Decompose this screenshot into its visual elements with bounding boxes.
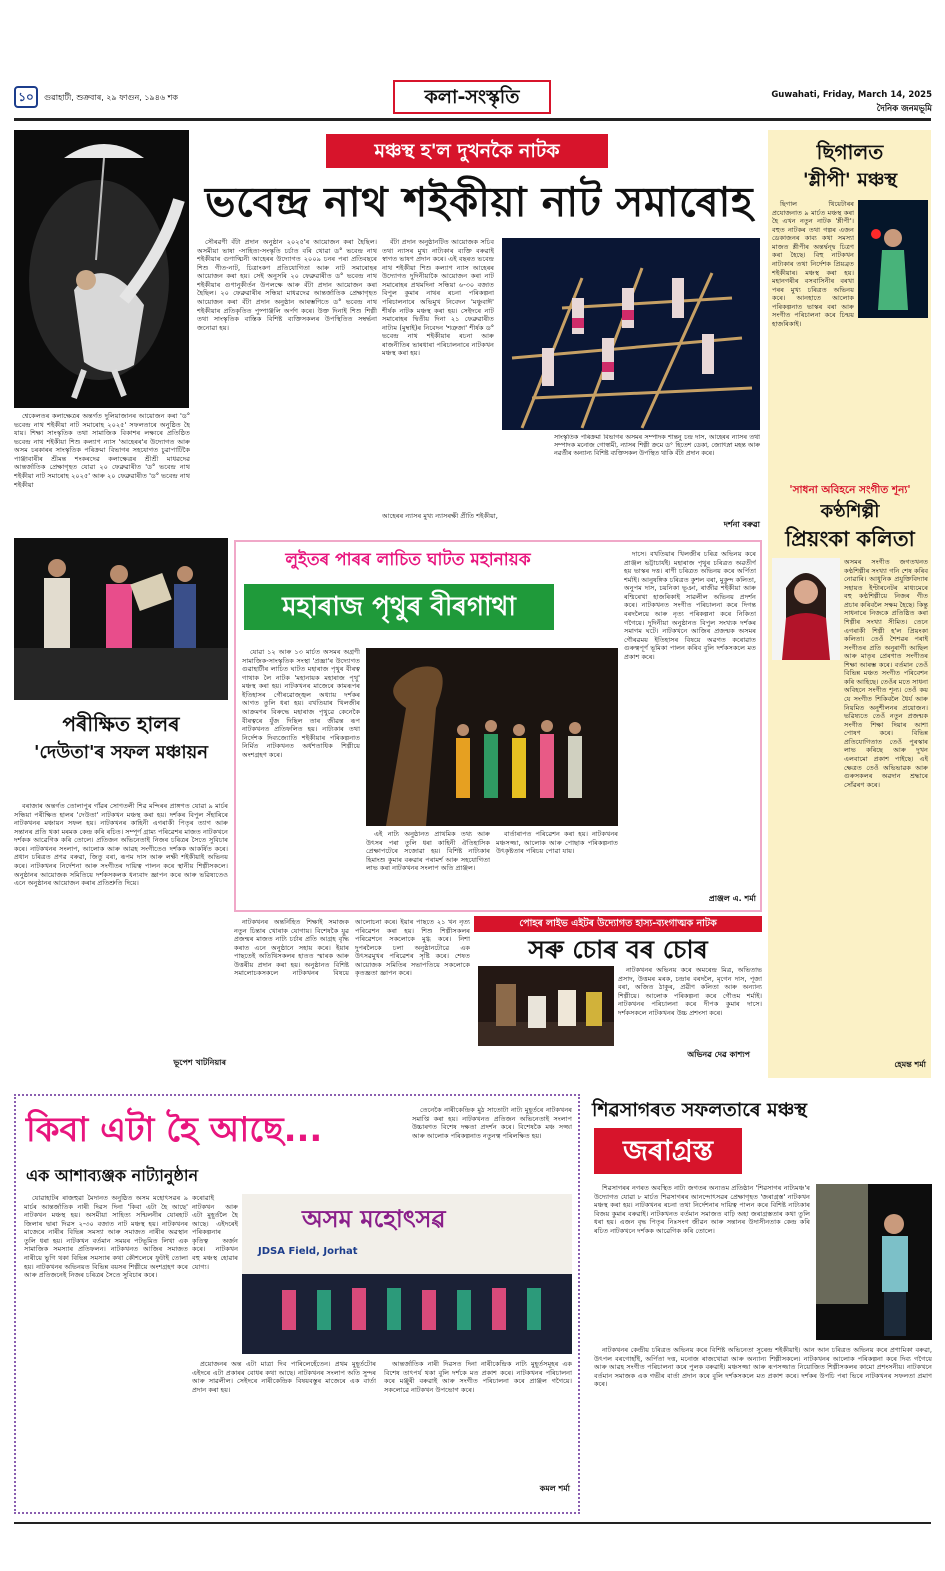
mid-article-body (234, 918, 470, 1068)
lead-body-right-text: বঁটা প্ৰদান অনুষ্ঠানটিত আয়োজক সচিব তথা ন্যাসৰ মুখ্য নাট্যকাৰ ব্যক্তি বৰুৱাই স্বাগত ভাষণ প্ৰদান কৰে। এই বছৰত ভবেন্দ্ৰ নাথ শইকীয়া শিশু কল্যাণ ন্যাস আহেৰৰ উদ্যোগত দুদিনীয়াকৈ আয়োজন কৰা নাট সমাৰোহৰ প্ৰথমদিনা সন্ধিয়া ৬-৩০ বজাত বিপুল কুমাৰ নাথৰ ৰচনা পৰিকল্পনা পৰিচালনাৰে অভিমুখ নিবেদন 'মঞ্চুবাঈ' শীৰ্ষক নাটক মঞ্চস্থ কৰা হয়। সেইদৰে নাট সমাৰোহৰ দ্বিতীয় দিনা ২১ ফেব্ৰুৱাৰীত নাট্যম (মুম্বাই)ৰ নিবেদন 'শত্ৰুজা' শীৰ্ষক ড° ভবেন্দ্ৰ নাথ শইকীয়াৰ ৰচনা আৰু ৰাজনীতিৰ ভাৰধাৰা পৰিচালনাৰে নাটকখন মঞ্চস্থ কৰা হয়। (382, 238, 494, 358)
banner-sub: JDSA Field, Jorhat (258, 1246, 358, 1257)
lead-caption: সাংস্কৃতিক পৰিক্ৰমা বিভাগৰ অসমৰ সম্পাদক শান্তনু চন্দ্ৰ দাস, আহেৰৰ ন্যাসৰ তথা সম্পাদক মনোজ গোস্বামী, ন্যাসৰ শিল্পী ক্ৰমে ড° হিতেশ ডেকা, জ্যোৎস্না মহন্ত আৰু নৱৰ্তীৰ অন্যান্য বিশিষ্ট ব্যক্তিসকল উপস্থিত থাকি বঁটা প্ৰদান কৰে। (554, 434, 760, 458)
paper-name: দৈনিক জনমভূমি (876, 104, 932, 114)
deuta-headline-2: 'দেউতা'ৰ সফল মঞ্চায়ন (34, 742, 208, 763)
prithu-kicker: লুইতৰ পাৰৰ লাচিত ঘাটত মহানায়ক (285, 550, 531, 570)
bamboo-stage-photo (502, 238, 760, 430)
sivasagar-body-2 (594, 1346, 932, 1514)
prithu-headline: মহাৰাজ পৃথুৰ বীৰগাথা (244, 584, 554, 630)
deuta-headline-1: পৰীক্ষিত হালৰ (62, 712, 180, 736)
assam-mahotsav-stage-photo (242, 1194, 572, 1354)
chor-headline: সৰু চোৰ বৰ চোৰ (528, 935, 708, 964)
kiba-body-right-text: আন্তৰ্জাতিক নাৰী দিৱসত দিনা নাৰীকেন্দ্ৰিক নাট্য মুহূৰ্তসমূহৰ এক বিশেষ তাৎপৰ্য থকা বুলি দৰ্শকে মত প্ৰকাশ কৰে। নাটকখনৰ পৰিচালনা কৰে মঞ্জুৰী বৰুৱাই আৰু সংগীত পৰিচালনা কৰে প্ৰাঞ্জল গগৈয়ে। সকলোৱে নাটকখন উপভোগ কৰে। (384, 1360, 572, 1394)
jaragrasta-actor-photo (816, 1184, 932, 1340)
lead-body-left-text: শ্বেকেলতৰ কলাক্ষেত্ৰৰ অন্তৰ্গত দুলিয়াজানৰ আয়োজন কৰা 'ড° ভবেন্দ্ৰ নাথ শইকীয়া নাট সমাৰোহ ২০২৫' সফলতাৰে অনুষ্ঠিত হৈ যায়। শিক্ষা সাংস্কৃতিক তথা সামাজিক বিকাশৰ লক্ষ্যৰে প্ৰতিষ্ঠিত ভবেন্দ্ৰ নাথ শইকীয়া শিশু কল্যাণ ন্যাস 'আহেৰৰ'ৰ উদ্যোগত আৰু অসম চৰকাৰৰ সাংস্কৃতিক পৰিক্ৰমা বিভাগৰ সহযোগত চুৱাপাটিকৈ পাঞ্জাবাৰীৰ শ্ৰীমন্ত শংকৰদেৱ কলাক্ষেত্ৰৰ শ্ৰীশ্ৰী মাধৱদেৱ আন্তৰ্জাতিক প্ৰেক্ষাগৃহত যোৱা ২০ ফেব্ৰুৱাৰীত 'ড° ভবেন্দ্ৰ নাথ শইকীয়া নাট সমাৰোহ ২০২৫' আৰু ২০ ফেব্ৰুৱাৰীত 'ড° ভবেন্দ্ৰ নাথ শইকীয়া (14, 412, 190, 489)
sidebar-headline-1: ছিগালত (816, 140, 884, 164)
lead-headline: ভবেন্দ্ৰ নাথ শইকীয়া নাট সমাৰোহ (205, 178, 753, 226)
sidebar-headline-2: 'শ্লীপী' মঞ্চস্থ (802, 169, 898, 191)
kiba-body-narrow (192, 1194, 238, 1354)
masthead-rule (14, 118, 931, 121)
deuta-body-text: বৰাজাৰ অন্তৰ্গত তোলাপুৰ গাঁৱৰ সোণতলী শিৱ মন্দিৰৰ প্ৰাঙ্গণত যোৱা ৯ মাৰ্চৰ সন্ধিয়া পৰীক্ষিত হালৰ 'দেউতা' নাটকখন মঞ্চস্থ কৰা হয়। দৰ্শকৰ বিপুল সঁহাৰিৰে নাটকখনৰ মঞ্চায়ন সফল হয়। নাটকখনৰ কাহিনী এগৰাকী পিতৃৰ ত্যাগ আৰু সন্তানৰ প্ৰতি থকা মৰমক কেন্দ্ৰ কৰি ৰচিত। সম্পূৰ্ণ গ্ৰাম্য পৰিৱেশৰ মাজত নাটকখনে দৰ্শকক আৱেগিক কৰি তোলে। প্ৰতিজন অভিনেতাই নিজৰ চৰিত্ৰৰ সৈতে সুবিচাৰ কৰে। নাটকখনৰ সংলাপ, আলোক আৰু আৱহ সংগীতেও দৰ্শকক আকৰ্ষিত কৰে। প্ৰধান চৰিত্ৰত প্ৰণৱ বৰুৱা, জিতু বৰা, ৰূপম দাস আৰু লক্ষী শইকীয়াই অভিনয় কৰে। নাটকখনৰ নিৰ্দেশনা আৰু সংগীতৰ দায়িত্ব পালন কৰে স্থানীয় শিল্পীসকলে। অনুষ্ঠানৰ আয়োজক সমিতিয়ে দৰ্শকসকলক ধন্যবাদ জ্ঞাপন কৰে আৰু ভৱিষ্যতেও এনে অনুষ্ঠানৰ আয়োজন কৰাৰ প্ৰতিশ্ৰুতি দিয়ে। (14, 802, 228, 888)
chor-byline: অভিনৱ দেৱ কাশ্যপ (687, 1050, 750, 1059)
prithu-body-1-text: যোৱা ১২ আৰু ১৩ মাৰ্চত অসমৰ অগ্ৰণী সামাজিক-সাংস্কৃতিক সংস্থা 'প্ৰজ্ঞা'ৰ উদ্যোগত গুৱাহাটীৰ লাচিত ঘাটত মহাৰাজ পৃথুৰ বীৰত্ব গাথাক লৈ নাটক 'মহানায়ক মহাৰাজ পৃথু' মঞ্চস্থ কৰা হয়। নাটকখনৰ মাজেৰে কামৰূপৰ ইতিহাসৰ গৌৰৱোজ্জ্বল অধ্যায় দৰ্শকৰ আগত তুলি ধৰা হয়। বখতিয়াৰ খিলজীৰ আক্ৰমণৰ বিৰুদ্ধে মহাৰাজ পৃথুৱে কেনেকৈ বীৰত্বৰে যুঁজ দিছিল তাৰ জীৱন্ত ৰূপ নাটকখনত প্ৰতিফলিত হয়। নাট্যকাৰ তথা নিৰ্দেশক দিব্যজ্যোতি শইকীয়াৰ পৰিকল্পনাত নিৰ্মিত নাটকখনত অৰ্ধশতাধিক শিল্পীয়ে অংশগ্ৰহণ কৰে। (242, 648, 360, 759)
kiba-byline: কমল শৰ্মা (539, 1484, 570, 1493)
banner-text: অসম মহোৎসৱ (302, 1205, 446, 1233)
mid-article-body-text: নাটকখনৰ অন্তৰ্নিহিত শিক্ষাই সমাজক নতুন চিন্তাৰ খোৰাক যোগায়। বিশেষকৈ যুৱ প্ৰজন্মৰ মাজত নাট্য চৰ্চাৰ প্ৰতি আগ্ৰহ বৃদ্ধি কৰাত এনে অনুষ্ঠানে সহায় কৰে। ইয়াৰ পাছতেই অতিথিসকলৰ হাতত স্মাৰক আৰু উত্তৰীয় প্ৰদান কৰা হয়। অনুষ্ঠানত বিশিষ্ট সমালোচকসকলে নাটকখনৰ বিষয়ে আলোচনা কৰে। ইয়াৰ পাছতে ২১ খন নৃত্য পৰিৱেশন কৰা হয়। শিশু শিল্পীসকলৰ পৰিৱেশনে সকলোকে মুগ্ধ কৰে। নিশা দুপৰলৈকে চলা অনুষ্ঠানটোৱে এক উৎসৱমুখৰ পৰিৱেশৰ সৃষ্টি কৰে। শেষত আয়োজক সমিতিৰ সভাপতিয়ে সকলোকে কৃতজ্ঞতা জ্ঞাপন কৰে। (234, 918, 470, 978)
profile-role: কণ্ঠশিল্পী (820, 501, 880, 522)
spotlight-actor-photo (858, 200, 928, 318)
deuta-byline: ভূপেশ খাটনিয়াৰ (173, 1058, 226, 1067)
lead-byline: দৰ্শনা বৰুৱা (723, 520, 760, 529)
sidebar-byline: হেমন্ত শৰ্মা (894, 1060, 926, 1069)
prithu-body-3 (496, 830, 618, 888)
kiba-body-right (384, 1360, 572, 1470)
page-number: ১০ (14, 86, 38, 108)
chor-kicker: পোহৰ লাইভ এইটৰ উদ্যোগত হাস্য-ব্যংগাত্মক নাটক (474, 916, 762, 932)
kiba-headline: কিবা এটা হৈ আছে... (26, 1110, 323, 1150)
sidebar-body-1-text: ছিগাল থিয়েটাৰৰ প্ৰযোজনাত ৯ মাৰ্চত মঞ্চস্থ কৰা হৈ এখন নতুন নাটক 'শ্লীপী'। বহুত নাটকৰ তথা গল্পৰ এজন ডেকাজনৰ কাব্য কথা সমস্যা মাজত শ্লীপীৰ অন্তৰ্দ্বন্দ্ব চিত্ৰণ কৰা হৈছে। বিহু নাটকখন নাট্যকাৰ তথা নিৰ্দেশক প্ৰিয়ব্ৰত শইকীয়াৰ। মঞ্চস্থ কৰা হয়। মহানগৰীৰ বসবাসিনীৰ বৰখা পৰৰ মুখ্য চৰিত্ৰত অভিনয় কৰে। আনহাতে আলোক পৰিকল্পনাত ভাস্কৰ বৰা আৰু সংগীত পৰিচালনা কৰে চিন্ময় হাজৰিকাই। (772, 200, 854, 328)
prithu-body-right (624, 550, 756, 888)
lead-body-mid (197, 238, 377, 530)
date-right: Guwahati, Friday, March 14, 2025 (771, 90, 932, 100)
prithu-body-3-text: বাৰ্তাৰাপত পৰিৱেশন কৰা হয়। নাটকখনৰ মঞ্চসজ্জা, আলোক আৰু পোছাক পৰিকল্পনাত উৎকৃষ্টতাৰ পৰিচয় পোৱা যায়। (496, 830, 618, 856)
lead-bottom-note: আহেৰৰ ন্যাসৰ মুখ্য ন্যাসৰক্ষী প্ৰীতি শইকীয়া, (382, 512, 498, 520)
sivasagar-kicker: শিৱসাগৰত সফলতাৰে মঞ্চস্থ (592, 1099, 807, 1121)
sidebar-body-2 (772, 558, 928, 1054)
kiba-body-top-text: তেনেকৈ নাৰীকেন্দ্ৰিক মুঠ সাতোটা নাট্য মুহূৰ্তৰে নাটকখনৰ সমাপ্তি কৰা হয়। নাটকখনত প্ৰতিজন অভিনেতাই সংলাপ উচ্চাৰণত বিশেষ দক্ষতা প্ৰদৰ্শন কৰে। বিশেষকৈ মঞ্চ সজ্জা আৰু আলোক পৰিকল্পনাত নতুনত্ব পৰিলক্ষিত হয়। (412, 1106, 572, 1140)
sivasagar-headline: জৰাগ্ৰস্ত (594, 1128, 742, 1174)
sidebar-body-1 (772, 200, 854, 450)
deuta-stage-photo (14, 538, 228, 700)
lead-kicker: মঞ্চস্থ হ'ল দুখনকৈ নাটক (326, 134, 608, 168)
prithu-stage-photo (366, 648, 618, 826)
section-title: কলা-সংস্কৃতি (393, 80, 551, 114)
prithu-body-2 (366, 830, 490, 888)
prithu-body-right-text: দাসে। বখতিয়াৰ খিলজীৰ চৰিত্ৰ অভিনয় কৰে প্ৰাঞ্জল ভট্টাচাৰ্যই। মহাৰাজ পৃথুৰ চৰিত্ৰত অৱতীৰ্ণ হয় ভাস্কৰ দত্ত। ৰাণী চৰিত্ৰত অভিনয় কৰে অৰ্পিতা শৰ্মাই। আনুষঙ্গিক চৰিত্ৰত কুশল বৰা, মুকুন্দ কলিতা, অনুপম দাস, চয়নিকা ভূঞা, ৰাজীৱ শইকীয়া আৰু ৰশ্মিৰেখা হাজৰিকাই সাৱলীল অভিনয় প্ৰদৰ্শন কৰে। নাটকখনত সংগীত পৰিচালনা কৰে দিগন্ত বৰদলৈয়ে আৰু নৃত্য পৰিকল্পনা কৰে নিকিতা গগৈয়ে। দুদিনীয়া অনুষ্ঠানত বিপুল সংখ্যক দৰ্শকৰ সমাগম ঘটে। নাটকখনে আজিৰ প্ৰজন্মক অসমৰ গৌৰৱময় ইতিহাসৰ বিষয়ে অৱগত কৰোৱাত গুৰুত্বপূৰ্ণ ভূমিকা পালন কৰিব বুলি দৰ্শকসকলে মত প্ৰকাশ কৰে। (624, 550, 756, 661)
kiba-body-mid-text: প্ৰয়োজনৰ অন্ত এটা মাত্ৰা দিব পাৰিলেহেঁতেন। প্ৰথম মুহূৰ্তটোৰ এইদৰে এটা প্ৰকাৰৰ বোধৰ কথা আছে। নাটকখনৰ সংলাপ অতি সুন্দৰ আৰু সাৱলীল। সেইদৰে নাৰীকেন্দ্ৰিক বিষয়বস্তুৰ মাজেৰে এক বাৰ্তা প্ৰদান কৰা হয়। (192, 1360, 376, 1394)
lead-body-right (382, 238, 494, 496)
chor-body-right (618, 966, 762, 1048)
lead-body-mid-text: সৌৰৱণী বঁটা প্ৰদান অনুষ্ঠান ২০২৫'ৰ আয়োজন কৰা হৈছিল। অসমীয়া ভাষা -সাহিত্য-সংস্কৃতি চৰ্চাত বৰি থোৱা ড° ভবেন্দ্ৰ নাথ শইকীয়াৰ গুণাত্মিনী আহেৰৰ উদ্যোগত ২০০৯ চনৰ পৰা প্ৰতিবছৰে শিশু গীত-নাট, চিত্ৰাংকণ প্ৰতিযোগিতা আৰু নাট সমাৰোহৰ আয়োজন কৰা হয়। সেই অনুসৰি ২০ ফেব্ৰুৱাৰীত ড° ভবেন্দ্ৰ নাথ শইকীয়াৰ গুণানুকীৰ্তন উপলক্ষে আৰু বঁটা প্ৰদান আয়োজন কৰা হৈছিল। ২০ ফেব্ৰুৱাৰীৰ সন্ধিয়া মাধৱদেৱ আন্তৰ্জাতিক প্ৰেক্ষাগৃহত আয়োজন কৰা বঁটা প্ৰদান অনুষ্ঠান আৰম্ভণিতে ড° ভবেন্দ্ৰ নাথ শইকীয়াৰ প্ৰতিকৃতিত পুষ্পাঞ্জলি অৰ্পণ কৰে। উক্ত দিনাই শিশু শিল্পী তথা সাংস্কৃতিক বাস্তিক বিশিষ্ট ব্যক্তিসকলৰ উপস্থিতিত সম্বৰ্দ্ধনা জনোৱা হয়। (197, 238, 377, 332)
umbrella-dance-photo (14, 130, 189, 408)
sidebar-quote: 'সাধনা অবিহনে সংগীত শূন্য' (789, 484, 911, 496)
kiba-body-mid (192, 1360, 376, 1504)
lead-body-left (14, 412, 190, 530)
sidebar-body-2-text: অসমৰ সংগীত জগতখনত কণ্ঠশিল্পীৰ সংখ্যা গনি শেষ কৰিব নোৱাৰি। আধুনিক প্ৰযুক্তিবিদ্যাৰ সহায়ত ইণ্টাৰনেটৰ মাধ্যমেৰে বহু কণ্ঠশিল্পীয়ে নিজৰ গীত প্ৰচাৰ কৰিবলৈ সক্ষম হৈছে। কিন্তু সাধনাৰে নিজকে প্ৰতিষ্ঠিত কৰা শিল্পীৰ সংখ্যা সীমিত। তেনে এগৰাকী শিল্পী হ'ল প্ৰিয়ংকা কলিতা। তেওঁ শৈশৱৰ পৰাই সংগীতৰ প্ৰতি অনুৰাগী আছিল আৰু মাতৃৰ প্ৰেৰণাত সংগীতৰ শিক্ষা আৰম্ভ কৰে। বৰ্তমান তেওঁ বিভিন্ন মঞ্চত সংগীত পৰিবেশন কৰি আহিছে। তেওঁৰ মতে সাধনা অবিহনে সংগীত শূন্য। তেওঁ কয় যে সংগীত শিকিবলৈ ধৈৰ্য আৰু নিয়মিত অনুশীলনৰ প্ৰয়োজন। ভৱিষ্যতে তেওঁ নতুন প্ৰজন্মক সংগীত শিক্ষা দিয়াৰ আশা পোষণ কৰে। বিভিন্ন প্ৰতিযোগিতাত তেওঁ পুৰস্কাৰ লাভ কৰিছে আৰু দুখন এলবামো প্ৰকাশ পাইছে। এই ক্ষেত্ৰত তেওঁ অভিভাৱক আৰু গুৰুসকলৰ অৱদান শ্ৰদ্ধাৰে সোঁৱৰণ কৰে। (844, 558, 928, 789)
date-left: গুৱাহাটী, শুক্ৰবাৰ, ২৯ ফাগুন, ১৯৪৬ শক (44, 93, 178, 102)
sivasagar-body-1-text: শিৱসাগৰৰ নগৰত অবস্থিত নাট্য জগতৰ অন্যতম প্ৰতিষ্ঠান 'শিৱসাগৰ নাট্যমঞ্চ'ৰ উদ্যোগত যোৱা ৮ মাৰ্চত শিৱসাগৰৰ আনন্দোৎসৱৰ প্ৰেক্ষাগৃহত 'জৰাগ্ৰস্ত' নাটকখন মঞ্চস্থ কৰা হয়। নাটকখনৰ ৰচনা তথা নিৰ্দেশনাৰ দায়িত্ব পালন কৰে বিশিষ্ট নাট্যকাৰ বিজয় কুমাৰ বৰুৱাই। নাটকখনত বৰ্তমান সমাজত বাঢ়ি অহা জৰাগ্ৰস্ততাৰ কথা তুলি ধৰা হয়। এজন বৃদ্ধ পিতৃৰ নিঃসংগ জীৱন আৰু সন্তানৰ উদাসীনতাক কেন্দ্ৰ কৰি ৰচিত নাটকখনে দৰ্শকক আৱেগিক কৰি তোলে। (594, 1184, 810, 1235)
sivasagar-body-2-text: নাটকখনৰ কেন্দ্ৰীয় চৰিত্ৰত অভিনয় কৰে বিশিষ্ট অভিনেতা সুৰেন্দ্ৰ শইকীয়াই। আন আন চৰিত্ৰত অভিনয় কৰে প্ৰণামিকা বৰুৱা, উৎপল বৰগোহাঁই, অৰ্পিতা দত্ত, মনোজ ৰাজখোৱা আৰু অন্যান্য শিল্পীসকলে। নাটকখনৰ আলোক পৰিকল্পনা কৰে দিব্য গগৈয়ে আৰু আৱহ সংগীত পৰিচালনা কৰে পুলক বৰুৱাই। মঞ্চসজ্জা আৰু ৰূপসজ্জাত নিয়োজিত শিল্পীসকলৰ কামো প্ৰশংসনীয়। নাটকখনে বৰ্তমান সমাজক এক গভীৰ বাৰ্তা প্ৰদান কৰে বুলি দৰ্শকসকলে মত প্ৰকাশ কৰে। দৰ্শকৰ উপচি পৰা ভিৰে নাটকখনৰ সফলতা প্ৰমাণ কৰে। (594, 1346, 932, 1389)
sivasagar-body-1 (594, 1184, 810, 1344)
kiba-body-narrow-text: কৰোৱাই নাটকখন আৰু এটা মুহূৰ্তলৈ হৈ আছে। এইদৰেই পৰিকল্পনাৰ কৃতিত্ব অৰ্জন কৰে। নাটকখন বহু মঞ্চস্থ হোৱাৰ যোগ্য। (192, 1194, 238, 1271)
prithu-body-1 (242, 648, 360, 824)
kiba-subhead: এক আশাব্যঞ্জক নাট্যানুষ্ঠান (26, 1166, 199, 1185)
profile-name: প্ৰিয়ংকা কলিতা (785, 527, 915, 551)
prithu-body-2-text: এই নাট্য অনুষ্ঠানত প্ৰাথমিক তথ্য আৰু উৎসৰ পৰা তুলি ধৰা কাহিনী ঐতিহাসিক প্ৰেক্ষাপটেৰে সজোৱা হয়। বিশিষ্ট নাট্যকাৰ হিমাংশু কুমাৰ বৰুৱাৰ পৰামৰ্শ আৰু সহযোগিতা লাভ কৰা নাটকখনৰ সংলাপ অতি প্ৰাঞ্জল। (366, 830, 490, 873)
chor-stage-photo (478, 966, 614, 1046)
kiba-body-left (24, 1194, 188, 1504)
footer-rule (14, 1522, 931, 1524)
prithu-byline: প্ৰাঞ্জল এ. শৰ্মা (708, 894, 756, 903)
kiba-body-left-text: যোৱাহাটৰ ৰাজহুৱা মৈদানত অনুষ্ঠিত অসম মহোৎসৱৰ ৯ মাৰ্চৰ আন্তৰ্জাতিক নাৰী দিৱস দিনা 'কিবা এটা হৈ আছে' নাটকখন মঞ্চস্থ হয়। অসমীয়া সাহিত্য সন্মিলনীৰ যোৰহাট জিলাৰ দ্বাৰা দিৱস ২-৩০ বজাত নাট মঞ্চস্থ হয়। নাটকখনৰ মাজেৰে নাৰীৰ বিভিন্ন সমস্যা আৰু সমাজত নাৰীৰ অৱস্থান তুলি ধৰা হয়। নাটকখন বৰ্তমান সময়ৰ পটভূমিত লিখা এক সামাজিক সমস্যাৰ প্ৰতিফলন। নাটকখনত আজিৰ সমাজত নাৰীয়ে ভুগি থকা বিভিন্ন সমস্যাৰ কথা কৌশলেৰে ফুটাই তোলা হয়। নাটকখনৰ অভিনয়ত বিভিন্ন বয়সৰ শিল্পীয়ে অংশগ্ৰহণ কৰে আৰু প্ৰতিজনেই নিজৰ চৰিত্ৰৰ সৈতে সুবিচাৰ কৰে। (24, 1194, 188, 1280)
chor-body-right-text: নাটকখনৰ অভিনয় কৰে অমৰেন্দ্ৰ মিত্ৰ, অভিতাভ প্ৰসাদ, উত্তমৰ মৰক, চন্দ্ৰাৰ বৰদলৈ, মৃগেন দাস, পূজা বৰা, অজিত ঠাকুৰ, প্ৰৱীণ কলিতা আৰু অন্যান্য শিল্পীয়ে। আলোক পৰিকল্পনা কৰে গৌতম শৰ্মাই। নাটকখনৰ পৰিচালনা কৰে দীপক কুমাৰ দাসে। দৰ্শকসকলে নাটকখনৰ উচ্চ প্ৰশংসা কৰে। (618, 966, 762, 1017)
deuta-body (14, 802, 228, 1038)
kiba-body-top (412, 1106, 572, 1176)
